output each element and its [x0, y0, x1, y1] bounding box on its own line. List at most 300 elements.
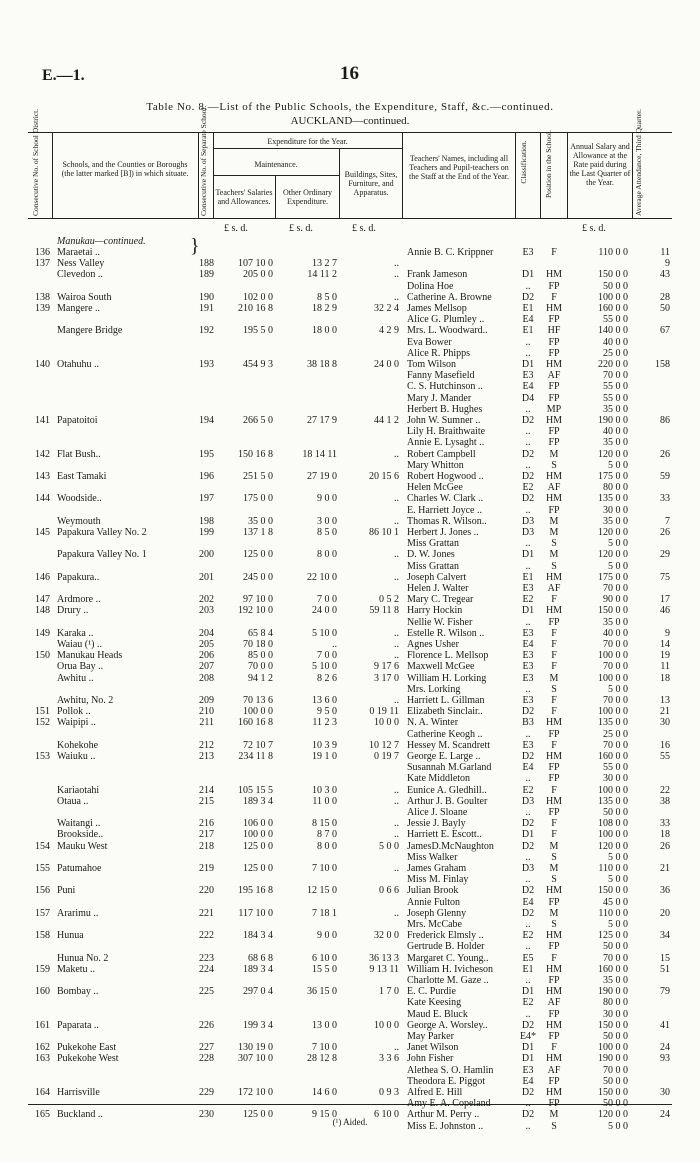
table-row-teacher-name: Miss Walker: [407, 851, 458, 863]
table-row-classification: ..: [525, 426, 531, 438]
table-row-school-name: Flat Bush..: [57, 448, 101, 460]
table-row-classification: D2: [521, 885, 535, 897]
table-row-classification: E1: [522, 325, 534, 337]
table-row-teacher-name: Miss E. Johnston ..: [407, 1120, 484, 1132]
table-row-buildings: ..: [394, 493, 399, 505]
table-row-attendance: 19: [660, 650, 670, 662]
table-row-buildings: ..: [394, 829, 399, 841]
table-row-buildings: ..: [394, 269, 399, 281]
table-row-position: HM: [545, 269, 563, 281]
table-row-buildings: 59 11 8: [369, 605, 399, 617]
table-row-district-no: 137: [35, 258, 50, 270]
table-row-classification: E1: [522, 303, 534, 314]
table-row-other-expenditure: 11 2 3: [312, 717, 337, 729]
table-row-salaries: 65 8 4: [248, 627, 273, 639]
table-row-annual-salary: 50 0 0: [603, 1075, 628, 1087]
table-row-annual-salary: 70 0 0: [603, 583, 628, 594]
table-row-position: F: [551, 739, 557, 751]
table-row-attendance: 20: [660, 907, 670, 919]
table-row-position: FP: [548, 1008, 560, 1020]
table-row-classification: D1: [521, 269, 535, 281]
district-no-header: Consecutive No. of School District.: [31, 108, 40, 216]
table-row-attendance: 86: [660, 415, 670, 426]
table-row-salaries: 454 9 3: [243, 359, 273, 370]
table-row-school-name: Bombay ..: [57, 986, 99, 998]
table-row-district-no: 139: [35, 303, 50, 314]
table-row-teacher-name: Annie E. Lysaght ..: [407, 437, 485, 449]
page-id: E.—1.: [42, 67, 85, 84]
table-row-teacher-name: D. W. Jones: [407, 549, 455, 561]
table-row-teacher-name: Arthur M. Perry ..: [407, 1109, 480, 1121]
table-row-annual-salary: 40 0 0: [603, 627, 628, 639]
table-row-annual-salary: 100 0 0: [598, 829, 628, 841]
table-row-school-name: Patumahoe: [57, 863, 102, 874]
other-expenditure-header: Other Ordinary Expenditure.: [282, 188, 333, 206]
table-row-classification: D1: [521, 549, 535, 561]
table-row-school-no: 222: [199, 930, 214, 942]
table-row-other-expenditure: 7 18 1: [312, 907, 337, 919]
table-row-other-expenditure: 18 0 0: [312, 325, 337, 337]
table-row-classification: D2: [521, 706, 535, 718]
table-row-teacher-name: N. A. Winter: [407, 717, 459, 729]
table-row-salaries: 195 5 0: [243, 325, 273, 337]
table-row-other-expenditure: 15 5 0: [312, 963, 337, 975]
table-row-classification: ..: [525, 1098, 531, 1110]
table-row-other-expenditure: 36 15 0: [307, 986, 337, 998]
table-row-buildings: 0 19 11: [369, 706, 399, 718]
table-row-district-no: 147: [35, 594, 50, 606]
table-row-teacher-name: Kate Middleton: [407, 773, 471, 785]
table-row-attendance: 158: [655, 359, 670, 370]
table-row-buildings: 1 7 0: [379, 986, 399, 998]
table-row-salaries: 70 13 6: [243, 695, 273, 706]
table-row-school-no: 209: [199, 695, 214, 706]
table-row-annual-salary: 55 0 0: [603, 314, 628, 326]
table-row-teacher-name: George A. Worsley..: [407, 1019, 488, 1031]
table-row-attendance: 50: [660, 303, 670, 314]
table-row-buildings: ..: [394, 795, 399, 807]
table-row-teacher-name: Estelle R. Wilson ..: [407, 627, 485, 639]
table-row-annual-salary: 70 0 0: [603, 639, 628, 650]
table-row-position: HM: [545, 1087, 563, 1098]
table-row-teacher-name: Helen McGee: [407, 482, 463, 494]
table-row-other-expenditure: 8 0 0: [317, 840, 337, 852]
table-row-annual-salary: 30 0 0: [603, 773, 628, 785]
table-row-position: FP: [548, 1075, 560, 1087]
table-row-annual-salary: 35 0 0: [603, 403, 628, 415]
table-row-annual-salary: 35 0 0: [603, 437, 628, 449]
page-number: 16: [340, 63, 359, 84]
table-row-annual-salary: 35 0 0: [603, 616, 628, 628]
table-row-attendance: 21: [660, 863, 670, 874]
table-row-district-no: 165: [35, 1109, 50, 1121]
table-row-teacher-name: Charlotte M. Gaze ..: [407, 975, 489, 986]
table-row-salaries: 97 10 0: [243, 594, 273, 606]
table-row-teacher-name: Annie Fulton: [407, 896, 461, 908]
table-row-classification: ..: [525, 280, 531, 292]
table-row-teacher-name: Helen J. Walter: [407, 583, 469, 594]
table-row-teacher-name: Harry Hockin: [407, 605, 463, 617]
table-row-annual-salary: 50 0 0: [603, 280, 628, 292]
table-row-annual-salary: 160 0 0: [598, 751, 628, 762]
table-row-annual-salary: 100 0 0: [598, 784, 628, 796]
table-row-position: F: [551, 706, 557, 718]
table-row-attendance: 22: [660, 784, 670, 796]
table-row-salaries: 189 3 4: [243, 795, 273, 807]
table-row-other-expenditure: 38 18 8: [307, 359, 337, 370]
table-row-position: HM: [545, 1019, 563, 1031]
table-row-annual-salary: 120 0 0: [598, 1109, 628, 1121]
table-row-buildings: 6 10 0: [374, 1109, 399, 1121]
table-row-position: M: [549, 1109, 559, 1121]
table-row-teacher-name: Mary J. Mander: [407, 392, 472, 404]
table-row-salaries: 172 10 0: [238, 1087, 273, 1098]
table-row-attendance: 9: [665, 258, 670, 270]
table-row-attendance: 33: [660, 493, 670, 505]
table-row-salaries: 117 10 0: [238, 907, 273, 919]
table-row-district-no: 141: [35, 415, 50, 426]
table-row-annual-salary: 90 0 0: [603, 594, 628, 606]
table-row-school-name: Pukekohe East: [57, 1042, 117, 1054]
table-row-position: HM: [545, 717, 563, 729]
table-row-school-no: 220: [199, 885, 214, 897]
table-row-annual-salary: 5 0 0: [608, 1120, 628, 1132]
table-row-attendance: 46: [660, 605, 670, 617]
table-row-teacher-name: Eunice A. Gledhill..: [407, 784, 487, 796]
table-row-buildings: ..: [394, 695, 399, 706]
table-row-position: FP: [548, 762, 560, 774]
table-row-position: HM: [545, 751, 563, 762]
table-row-school-no: 199: [199, 527, 214, 538]
table-row-attendance: 30: [660, 1087, 670, 1098]
table-row-teacher-name: James Mellsop: [407, 303, 467, 314]
table-row-other-expenditure: 5 10 0: [312, 661, 337, 673]
table-row-other-expenditure: 8 7 0: [317, 829, 337, 841]
table-row-classification: E2: [522, 482, 534, 494]
table-row-school-no: 224: [199, 963, 214, 975]
table-row-other-expenditure: 7 10 0: [312, 863, 337, 874]
table-row-salaries: 72 10 7: [243, 739, 273, 751]
table-row-school-no: 211: [199, 717, 214, 729]
table-row-annual-salary: 30 0 0: [603, 1008, 628, 1020]
table-row-annual-salary: 175 0 0: [598, 471, 628, 482]
table-row-salaries: 150 16 8: [238, 448, 273, 460]
table-row-district-no: 162: [35, 1042, 50, 1054]
table-row-position: M: [549, 672, 559, 684]
table-row-annual-salary: 120 0 0: [598, 840, 628, 852]
table-row-other-expenditure: 5 10 0: [312, 627, 337, 639]
table-row-buildings: ..: [394, 515, 399, 527]
table-row-annual-salary: 70 0 0: [603, 695, 628, 706]
table-row-salaries: 35 0 0: [248, 515, 273, 527]
table-row-annual-salary: 100 0 0: [598, 291, 628, 303]
table-row-annual-salary: 25 0 0: [603, 728, 628, 740]
table-row-classification: E2: [522, 784, 534, 796]
table-row-annual-salary: 55 0 0: [603, 381, 628, 393]
table-row-buildings: ..: [394, 549, 399, 561]
table-row-salaries: 125 0 0: [243, 863, 273, 874]
table-row-buildings: 9 13 11: [369, 963, 399, 975]
table-row-position: HM: [545, 930, 563, 942]
table-row-school-no: 217: [199, 829, 214, 841]
table-row-salaries: 184 3 4: [243, 930, 273, 942]
table-row-classification: D2: [521, 818, 535, 830]
table-row-school-no: 201: [199, 571, 214, 583]
table-row-classification: ..: [525, 504, 531, 516]
table-row-teacher-name: Susannah M.Garland: [407, 762, 492, 774]
table-row-school-name: Waitangi ..: [57, 818, 101, 830]
table-row-district-no: 154: [35, 840, 50, 852]
table-row-annual-salary: 40 0 0: [603, 336, 628, 348]
table-row-buildings: 3 3 6: [379, 1053, 399, 1065]
salary-header: Annual Salary and Allowance at the Rate paid during the Last Quarter of the Year.: [569, 142, 631, 187]
table-row-school-no: 196: [199, 471, 214, 482]
table-row-school-name: Wairoa South: [57, 291, 112, 303]
table-row-attendance: 43: [660, 269, 670, 281]
table-row-teacher-name: Catherine A. Browne: [407, 291, 492, 303]
table-row-attendance: 26: [660, 448, 670, 460]
table-row-school-name: Waipipi ..: [57, 717, 96, 729]
table-row-buildings: 0 5 2: [379, 594, 399, 606]
table-row-district-no: 158: [35, 930, 50, 942]
table-row-teacher-name: Amy E. A. Copeland: [407, 1098, 491, 1110]
table-row-position: M: [549, 448, 559, 460]
table-row-teacher-name: Herbert J. Jones ..: [407, 527, 479, 538]
table-row-annual-salary: 150 0 0: [598, 269, 628, 281]
table-row-annual-salary: 150 0 0: [598, 605, 628, 617]
table-row-school-no: 197: [199, 493, 214, 505]
table-row-teacher-name: Miss Grattan: [407, 560, 459, 572]
table-row-attendance: 29: [660, 549, 670, 561]
teachers-header: Teachers' Names, including all Teachers and Pupil-teachers on the Staff at the End of the Year.: [408, 154, 510, 181]
table-row-position: F: [551, 818, 557, 830]
table-row-attendance: 41: [660, 1019, 670, 1031]
table-row-salaries: 297 0 4: [243, 986, 273, 998]
table-row-annual-salary: 160 0 0: [598, 303, 628, 314]
table-row-salaries: 137 1 8: [243, 527, 273, 538]
table-row-attendance: 55: [660, 751, 670, 762]
table-row-other-expenditure: 13 6 0: [312, 695, 337, 706]
table-row-classification: E4*: [519, 1031, 537, 1042]
table-row-attendance: 15: [660, 952, 670, 964]
table-row-annual-salary: 120 0 0: [598, 527, 628, 538]
table-row-classification: ..: [525, 538, 531, 550]
table-row-school-no: 189: [199, 269, 214, 281]
table-row-teacher-name: Frank Jameson: [407, 269, 468, 281]
table-row-teacher-name: John Fisher: [407, 1053, 454, 1065]
table-row-buildings: 0 6 6: [379, 885, 399, 897]
table-row-school-no: 200: [199, 549, 214, 561]
table-row-school-no: 194: [199, 415, 214, 426]
expenditure-header: Expenditure for the Year.: [267, 137, 348, 146]
table-row-salaries: 251 5 0: [243, 471, 273, 482]
table-row-teacher-name: Alice G. Plumley ..: [407, 314, 485, 326]
table-row-school-name: Mauku West: [57, 840, 108, 852]
table-row-annual-salary: 110 0 0: [598, 247, 628, 258]
table-row-school-name: East Tamaki: [57, 471, 107, 482]
table-row-teacher-name: Frederick Elmsly ..: [407, 930, 484, 942]
table-row-teacher-name: Harriett E. Escott..: [407, 829, 482, 841]
table-row-attendance: 51: [660, 963, 670, 975]
table-row-annual-salary: 50 0 0: [603, 1098, 628, 1110]
table-row-teacher-name: Maud E. Bluck: [407, 1008, 468, 1020]
table-row-salaries: 107 10 0: [238, 258, 273, 270]
table-row-school-name: Orua Bay ..: [57, 661, 104, 673]
table-row-other-expenditure: 8 0 0: [317, 549, 337, 561]
table-row-buildings: ..: [394, 1042, 399, 1054]
table-row-classification: E3: [522, 1064, 534, 1076]
table-row-buildings: ..: [394, 784, 399, 796]
table-row-classification: E3: [522, 739, 534, 751]
table-row-annual-salary: 70 0 0: [603, 739, 628, 751]
table-row-classification: D2: [521, 1109, 535, 1121]
table-row-teacher-name: Agnes Usher: [407, 639, 459, 650]
table-row-annual-salary: 5 0 0: [608, 851, 628, 863]
table-row-district-no: 136: [35, 247, 50, 258]
table-row-teacher-name: May Parker: [407, 1031, 454, 1042]
table-row-teacher-name: Margaret C. Young..: [407, 952, 489, 964]
table-row-school-no: 203: [199, 605, 214, 617]
table-row-buildings: 5 0 0: [379, 840, 399, 852]
table-row-attendance: 24: [660, 1109, 670, 1121]
table-row-school-no: 207: [199, 661, 214, 673]
table-row-salaries: 245 0 0: [243, 571, 273, 583]
table-row-classification: E4: [522, 314, 534, 326]
table-row-annual-salary: 5 0 0: [608, 919, 628, 930]
table-row-annual-salary: 190 0 0: [598, 1053, 628, 1065]
table-row-teacher-name: Elizabeth Sinclair..: [407, 706, 483, 718]
table-row-position: HM: [545, 963, 563, 975]
table-row-classification: ..: [525, 941, 531, 953]
table-row-position: AF: [547, 997, 561, 1009]
table-row-district-no: 161: [35, 1019, 50, 1031]
table-row-teacher-name: Florence L. Mellsop: [407, 650, 489, 662]
table-row-annual-salary: 80 0 0: [603, 997, 628, 1009]
table-row-school-name: Paparata ..: [57, 1019, 99, 1031]
table-row-classification: D3: [521, 527, 535, 538]
table-row-school-no: 195: [199, 448, 214, 460]
table-row-school-name: Awhitu ..: [57, 672, 94, 684]
table-row-position: M: [549, 907, 559, 919]
table-row-teacher-name: William H. Lorking: [407, 672, 487, 684]
table-row-teacher-name: Theodora E. Piggot: [407, 1075, 486, 1087]
table-row-school-name: Puni: [57, 885, 76, 897]
table-row-attendance: 7: [665, 515, 670, 527]
table-row-position: FP: [548, 616, 560, 628]
table-row-attendance: 11: [660, 661, 670, 673]
table-row-buildings: ..: [394, 627, 399, 639]
table-row-other-expenditure: 7 0 0: [317, 594, 337, 606]
table-row-school-no: 219: [199, 863, 214, 874]
table-row-school-no: 198: [199, 515, 214, 527]
table-row-other-expenditure: 10 3 0: [312, 784, 337, 796]
table-row-salaries: 199 3 4: [243, 1019, 273, 1031]
table-row-classification: ..: [525, 773, 531, 785]
table-row-classification: ..: [525, 1008, 531, 1020]
table-row-position: FP: [548, 336, 560, 348]
table-row-position: FP: [548, 280, 560, 292]
table-row-district-no: 160: [35, 986, 50, 998]
table-row-school-no: 214: [199, 784, 214, 796]
table-row-annual-salary: 100 0 0: [598, 650, 628, 662]
table-row-position: FP: [548, 392, 560, 404]
table-row-position: F: [551, 1042, 557, 1054]
other-currency: £ s. d.: [289, 223, 313, 234]
table-row-annual-salary: 150 0 0: [598, 1019, 628, 1031]
table-row-school-name: Papakura..: [57, 571, 100, 583]
table-row-attendance: 36: [660, 885, 670, 897]
table-row-position: HM: [545, 885, 563, 897]
region-subtitle: AUCKLAND—continued.: [290, 115, 410, 127]
table-row-school-name: Otahuhu ..: [57, 359, 99, 370]
table-row-teacher-name: Miss M. Finlay: [407, 874, 469, 886]
table-row-attendance: 28: [660, 291, 670, 303]
table-row-district-no: 140: [35, 359, 50, 370]
table-row-position: F: [551, 661, 557, 673]
table-row-salaries: 106 0 0: [243, 818, 273, 830]
table-row-other-expenditure: 28 12 8: [307, 1053, 337, 1065]
table-row-buildings: 4 2 9: [379, 325, 399, 337]
table-row-position: S: [551, 1120, 557, 1132]
table-row-school-no: 223: [199, 952, 214, 964]
table-row-annual-salary: 5 0 0: [608, 560, 628, 572]
table-row-other-expenditure: 8 15 0: [312, 818, 337, 830]
table-row-other-expenditure: 8 5 0: [317, 291, 337, 303]
table-row-position: FP: [548, 975, 560, 986]
table-row-position: F: [551, 291, 557, 303]
table-row-buildings: 0 9 3: [379, 1087, 399, 1098]
table-row-school-no: 226: [199, 1019, 214, 1031]
table-row-school-no: 204: [199, 627, 214, 639]
table-row-annual-salary: 150 0 0: [598, 885, 628, 897]
table-row-position: S: [551, 459, 557, 471]
table-row-annual-salary: 35 0 0: [603, 515, 628, 527]
table-row-teacher-name: E. C. Purdie: [407, 986, 456, 998]
table-row-school-name: Maketu ..: [57, 963, 96, 975]
table-row-attendance: 16: [660, 739, 670, 751]
table-row-school-name: Pollok ..: [57, 706, 91, 718]
table-row-classification: D1: [521, 1053, 535, 1065]
table-row-teacher-name: C. S. Hutchinson ..: [407, 381, 483, 393]
table-row-salaries: 189 3 4: [243, 963, 273, 975]
table-row-attendance: 18: [660, 672, 670, 684]
table-row-annual-salary: 100 0 0: [598, 706, 628, 718]
table-row-classification: D2: [521, 291, 535, 303]
table-row-school-name: Harrisville: [57, 1087, 100, 1098]
table-row-annual-salary: 175 0 0: [598, 571, 628, 583]
table-row-buildings: 9 17 6: [374, 661, 399, 673]
table-row-annual-salary: 140 0 0: [598, 325, 628, 337]
table-row-district-no: 149: [35, 627, 50, 639]
table-row-attendance: 59: [660, 471, 670, 482]
table-row-teacher-name: Alice J. Sloane: [407, 807, 468, 818]
table-row-position: FP: [548, 437, 560, 449]
table-row-position: S: [551, 919, 557, 930]
table-row-teacher-name: Mrs. Lorking: [407, 683, 461, 695]
table-row-position: FP: [548, 314, 560, 326]
table-row-teacher-name: John W. Sumner ..: [407, 415, 481, 426]
table-row-position: FP: [548, 504, 560, 516]
table-row-classification: E3: [522, 583, 534, 594]
table-row-teacher-name: Mrs. McCabe: [407, 919, 462, 930]
table-row-attendance: 34: [660, 930, 670, 942]
table-row-classification: D2: [521, 493, 535, 505]
table-row-annual-salary: 100 0 0: [598, 1042, 628, 1054]
table-row-annual-salary: 135 0 0: [598, 493, 628, 505]
table-row-classification: ..: [525, 403, 531, 415]
table-row-attendance: 18: [660, 829, 670, 841]
table-row-other-expenditure: 9 5 0: [317, 706, 337, 718]
